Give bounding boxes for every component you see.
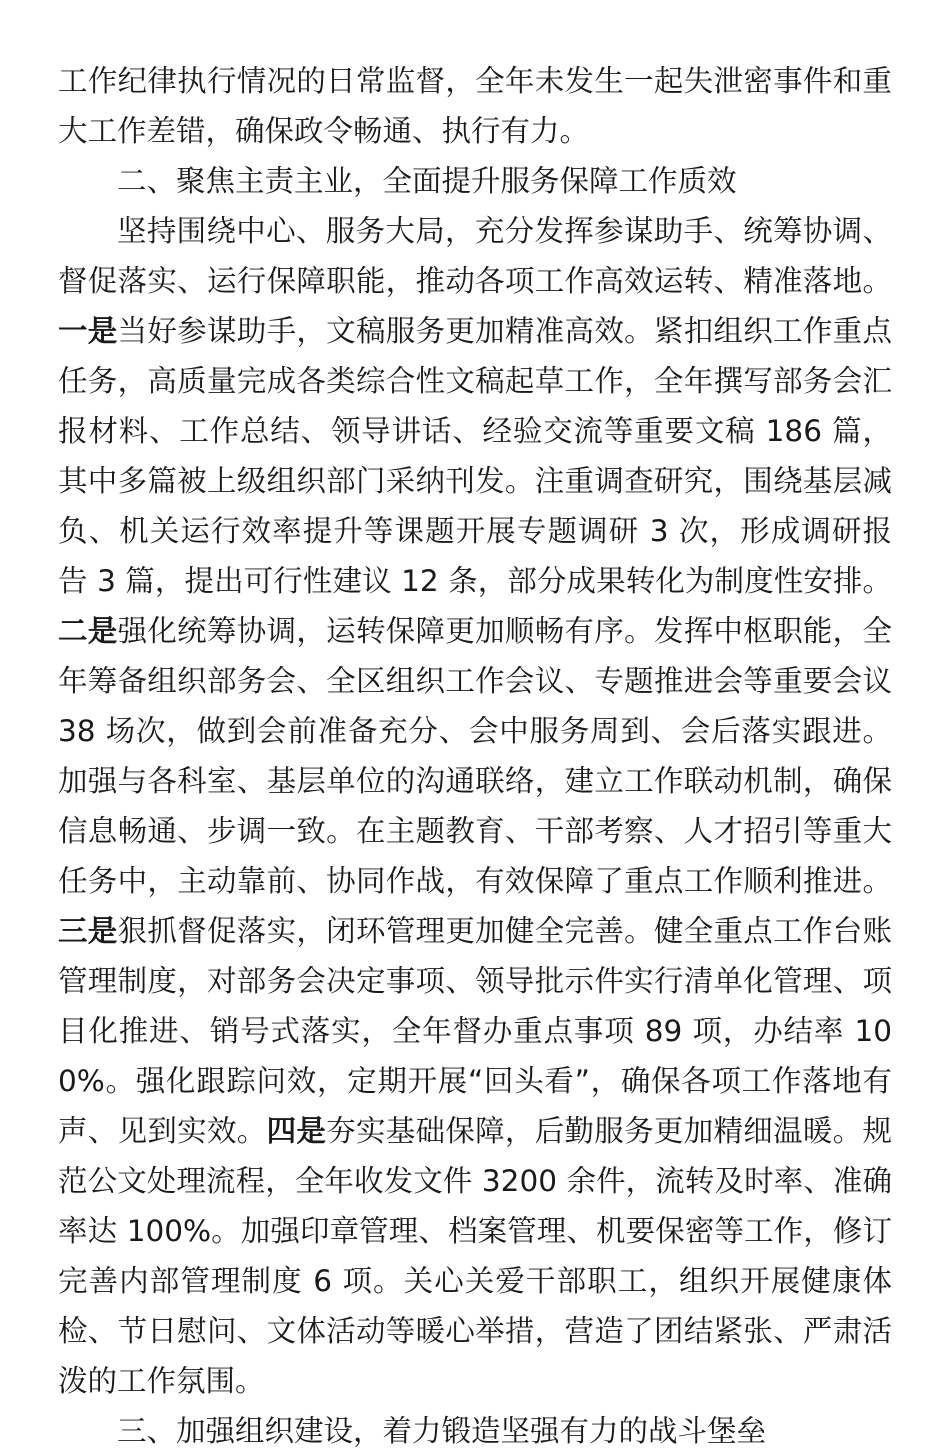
body-run: 坚持围绕中心、服务大局，充分发挥参谋助手、统筹协调、督促落实、运行保障职能，推动各项工作高效运转、精准落地。 <box>58 214 892 298</box>
emphasis-marker: 一是 <box>58 314 118 348</box>
emphasis-marker: 三是 <box>58 914 118 948</box>
paragraph-continuation: 工作纪律执行情况的日常监督，全年未发生一起失泄密事件和重大工作差错，确保政令畅通、执行有力。 <box>58 64 892 148</box>
emphasis-marker: 二是 <box>58 614 118 648</box>
heading-section-two: 二、聚焦主责主业，全面提升服务保障工作质效 <box>117 164 737 198</box>
body-run: 强化统筹协调，运转保障更加顺畅有序。发挥中枢职能，全年筹备组织部务会、全区组织工作会议、专题推进会等重要会议 38 场次，做到会前准备充分、会中服务周到、会后落实跟进。加强与各科室、基层单位的沟通联络，建立工作联动机制，确保信息畅通、步调一致。在主题教育、干部考察、人才招引等重大任务中，主动靠前、协同作战，有效保障了重点工作顺利推进。 <box>58 614 892 898</box>
body-run: 狠抓督促落实，闭环管理更加健全完善。健全重点工作台账管理制度，对部务会决定事项、领导批示件实行清单化管理、项目化推进、销号式落实，全年督办重点事项 89 项，办结率 100%。强化跟踪问效，定期开展“回头看”，确保各项工作落地有声、见到实效。 <box>58 914 892 1148</box>
emphasis-marker: 四是 <box>266 1114 327 1148</box>
paragraph-section-two-body <box>58 206 892 1406</box>
document-body <box>58 56 892 1456</box>
body-run: 夯实基础保障，后勤服务更加精细温暖。规范公文处理流程，全年收发文件 3200 余件，流转及时率、准确率达 100%。加强印章管理、档案管理、机要保密等工作，修订完善内部管理制度 6 项。关心关爱干部职工，组织开展健康体检、节日慰问、文体活动等暖心举措，营造了团结紧张、严肃活泼的工作氛围。 <box>58 1114 892 1398</box>
heading-section-three: 三、加强组织建设，着力锻造坚强有力的战斗堡垒 <box>117 1414 767 1448</box>
body-run: 当好参谋助手，文稿服务更加精准高效。紧扣组织工作重点任务，高质量完成各类综合性文稿起草工作，全年撰写部务会汇报材料、工作总结、领导讲话、经验交流等重要文稿 186 篇，其中多篇被上级组织部门采纳刊发。注重调查研究，围绕基层减负、机关运行效率提升等课题开展专题调研 3 次，形成调研报告 3 篇，提出可行性建议 12 条，部分成果转化为制度性安排。 <box>58 314 892 598</box>
